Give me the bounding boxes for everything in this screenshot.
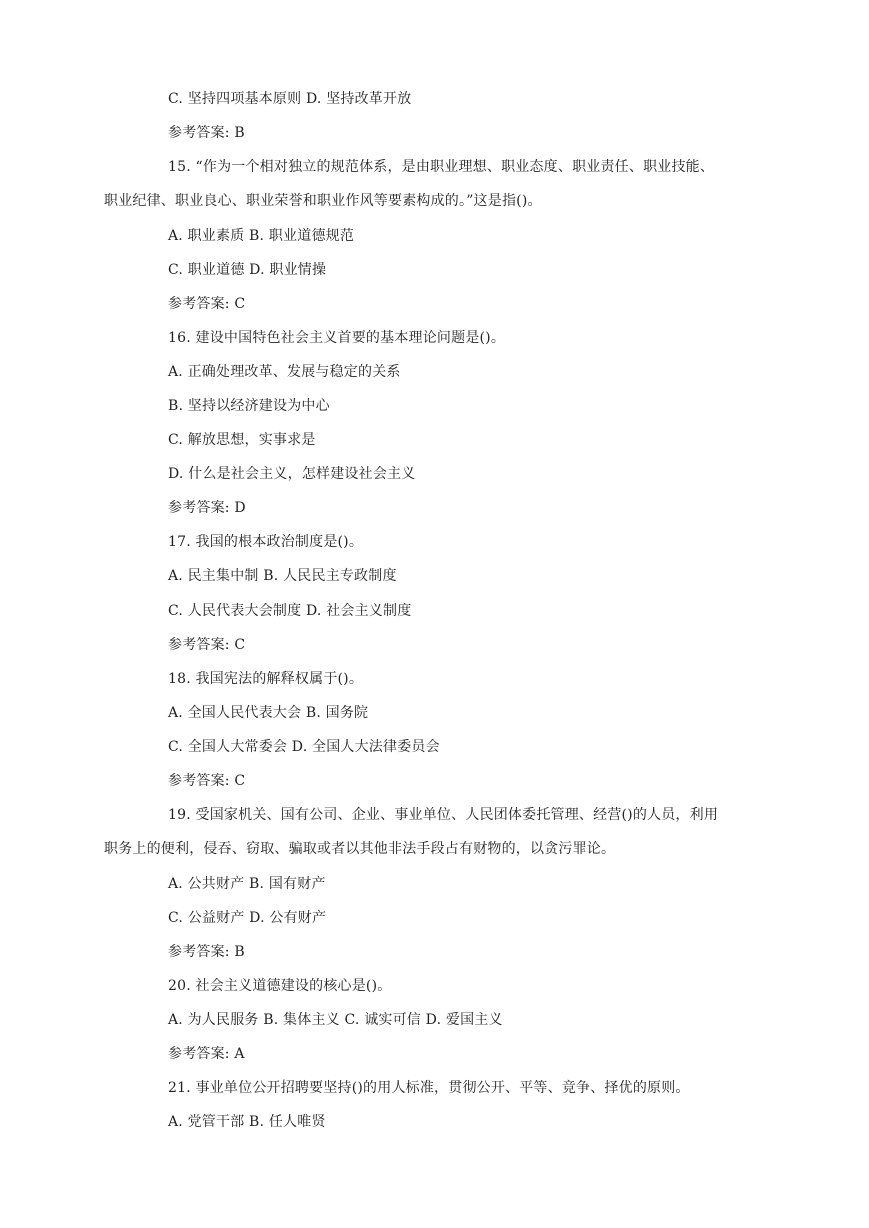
option-line: D. 什么是社会主义，怎样建设社会主义 bbox=[168, 466, 416, 482]
answer-line: 参考答案: D bbox=[168, 500, 246, 516]
option-line: A. 正确处理改革、发展与稳定的关系 bbox=[168, 364, 401, 380]
option-line: C. 公益财产 D. 公有财产 bbox=[168, 910, 327, 926]
option-line: A. 公共财产 B. 国有财产 bbox=[168, 876, 326, 892]
option-line: A. 党管干部 B. 任人唯贤 bbox=[168, 1114, 326, 1130]
answer-line: 参考答案: C bbox=[168, 296, 246, 312]
answer-line: 参考答案: C bbox=[168, 637, 246, 653]
answer-line: 参考答案: C bbox=[168, 773, 246, 789]
option-line: C. 全国人大常委会 D. 全国人大法律委员会 bbox=[168, 739, 440, 755]
question-15: 15. “作为一个相对独立的规范体系，是由职业理想、职业态度、职业责任、职业技能、 bbox=[168, 159, 715, 175]
option-line: A. 全国人民代表大会 B. 国务院 bbox=[168, 705, 369, 721]
answer-line: 参考答案: A bbox=[168, 1046, 245, 1062]
question-21: 21. 事业单位公开招聘要坚持()的用人标准，贯彻公开、平等、竞争、择优的原则。 bbox=[168, 1080, 690, 1096]
option-line: C. 职业道德 D. 职业情操 bbox=[168, 262, 327, 278]
answer-line: 参考答案: B bbox=[168, 944, 245, 960]
question-19-continued: 职务上的便利，侵吞、窃取、骗取或者以其他非法手段占有财物的，以贪污罪论。 bbox=[104, 841, 616, 857]
question-17: 17. 我国的根本政治制度是()。 bbox=[168, 534, 364, 550]
question-18: 18. 我国宪法的解释权属于()。 bbox=[168, 671, 364, 687]
option-line: C. 解放思想，实事求是 bbox=[168, 432, 316, 448]
question-19: 19. 受国家机关、国有公司、企业、事业单位、人民团体委托管理、经营()的人员，利用 bbox=[168, 807, 719, 823]
option-line: B. 坚持以经济建设为中心 bbox=[168, 398, 330, 414]
question-16: 16. 建设中国特色社会主义首要的基本理论问题是()。 bbox=[168, 330, 506, 346]
option-line: C. 坚持四项基本原则 D. 坚持改革开放 bbox=[168, 91, 412, 107]
option-line: A. 民主集中制 B. 人民民主专政制度 bbox=[168, 568, 397, 584]
option-line: A. 为人民服务 B. 集体主义 C. 诚实可信 D. 爱国主义 bbox=[168, 1012, 503, 1028]
option-line: A. 职业素质 B. 职业道德规范 bbox=[168, 228, 355, 244]
option-line: C. 人民代表大会制度 D. 社会主义制度 bbox=[168, 603, 412, 619]
question-20: 20. 社会主义道德建设的核心是()。 bbox=[168, 978, 392, 994]
answer-line: 参考答案: B bbox=[168, 125, 245, 141]
question-15-continued: 职业纪律、职业良心、职业荣誉和职业作风等要素构成的。”这是指()。 bbox=[104, 193, 542, 209]
